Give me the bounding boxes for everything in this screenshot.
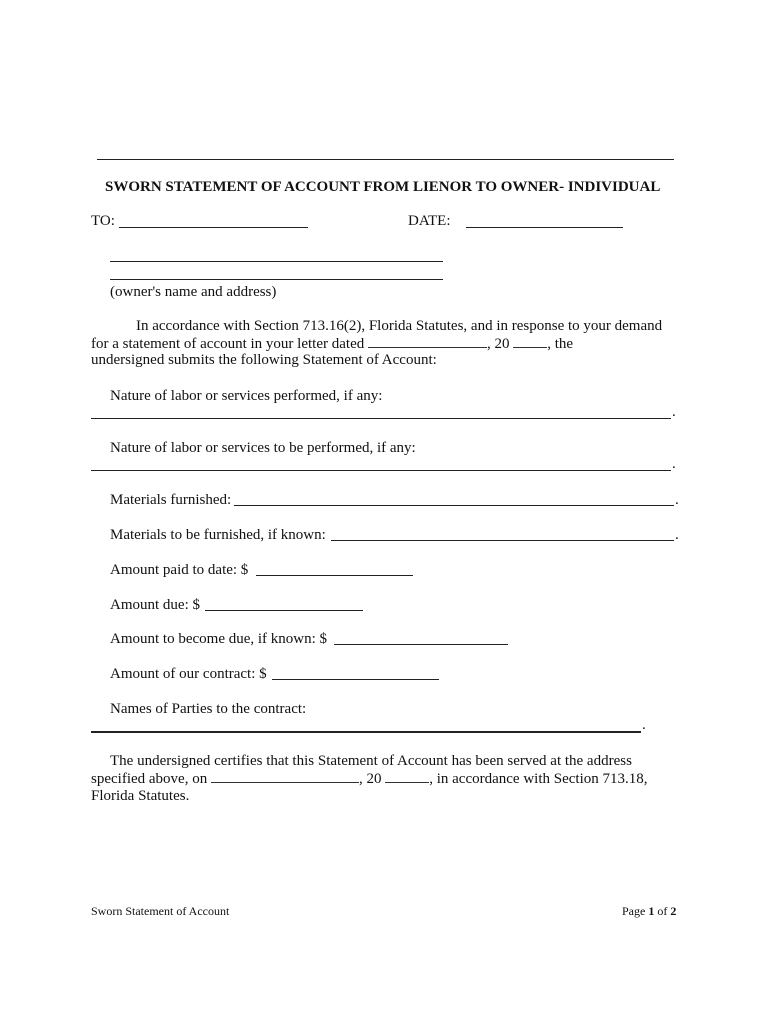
page-of: of <box>657 904 668 918</box>
intro-line-3: undersigned submits the following Statement of Account: <box>91 352 437 368</box>
labor-to-perform-field[interactable] <box>91 470 671 471</box>
page-total: 2 <box>670 904 677 918</box>
to-field[interactable] <box>119 227 308 228</box>
amount-due-field[interactable] <box>205 610 363 611</box>
date-field[interactable] <box>466 227 623 228</box>
amount-paid-field[interactable] <box>256 575 413 576</box>
footer-title: Sworn Statement of Account <box>91 904 230 918</box>
letter-date-field[interactable] <box>368 335 487 348</box>
materials-furnished-field[interactable] <box>234 505 674 506</box>
intro-line-2-text-b: , 20 <box>486 336 510 352</box>
amount-contract-field[interactable] <box>272 679 439 680</box>
certification-line-1: The undersigned certifies that this Statement of Account has been served at the address <box>110 753 632 769</box>
owner-name-field[interactable] <box>110 261 443 262</box>
intro-line-1: In accordance with Section 713.16(2), Florida Statutes, and in response to your demand <box>136 318 663 334</box>
materials-to-furnish-label: Materials to be furnished, if known: <box>110 527 326 543</box>
certification-line-2-text-a: specified above, on <box>91 771 208 787</box>
certification-line-2-text-c: , in accordance with Section 713.18, <box>429 771 648 787</box>
certification-line-2 <box>91 770 648 788</box>
page-number <box>622 903 676 920</box>
intro-line-2-text-a: for a statement of account in your letter dated <box>91 336 365 352</box>
period: . <box>675 492 679 508</box>
period: . <box>672 404 676 420</box>
amount-paid-label: Amount paid to date: $ <box>110 562 249 578</box>
page-current: 1 <box>648 904 655 918</box>
owner-address-field[interactable] <box>110 279 443 280</box>
intro-line-2-text-c: , the <box>547 336 574 352</box>
materials-to-furnish-field[interactable] <box>331 540 674 541</box>
intro-line-2 <box>91 335 573 353</box>
owner-caption: (owner's name and address) <box>110 284 277 300</box>
header-rule <box>97 159 674 160</box>
parties-label: Names of Parties to the contract: <box>110 701 307 717</box>
date-label: DATE: <box>408 213 451 229</box>
period: . <box>672 456 676 472</box>
served-date-field[interactable] <box>211 770 359 783</box>
period: . <box>642 717 646 733</box>
parties-field[interactable] <box>91 731 641 733</box>
certification-line-2-text-b: , 20 <box>358 771 382 787</box>
to-label: TO: <box>91 213 115 229</box>
page-prefix: Page <box>622 904 646 918</box>
amount-due-label: Amount due: $ <box>110 597 200 613</box>
amount-contract-label: Amount of our contract: $ <box>110 666 267 682</box>
certification-line-3: Florida Statutes. <box>91 788 190 804</box>
materials-furnished-label: Materials furnished: <box>110 492 232 508</box>
letter-year-field[interactable] <box>513 335 547 348</box>
document-title: SWORN STATEMENT OF ACCOUNT FROM LIENOR TO OWNER- INDIVIDUAL <box>105 179 661 195</box>
amount-become-due-field[interactable] <box>334 644 508 645</box>
labor-performed-label: Nature of labor or services performed, if any: <box>110 388 383 404</box>
labor-performed-field[interactable] <box>91 418 671 419</box>
served-year-field[interactable] <box>385 770 429 783</box>
labor-to-perform-label: Nature of labor or services to be performed, if any: <box>110 440 416 456</box>
period: . <box>675 527 679 543</box>
amount-become-due-label: Amount to become due, if known: $ <box>110 631 328 647</box>
